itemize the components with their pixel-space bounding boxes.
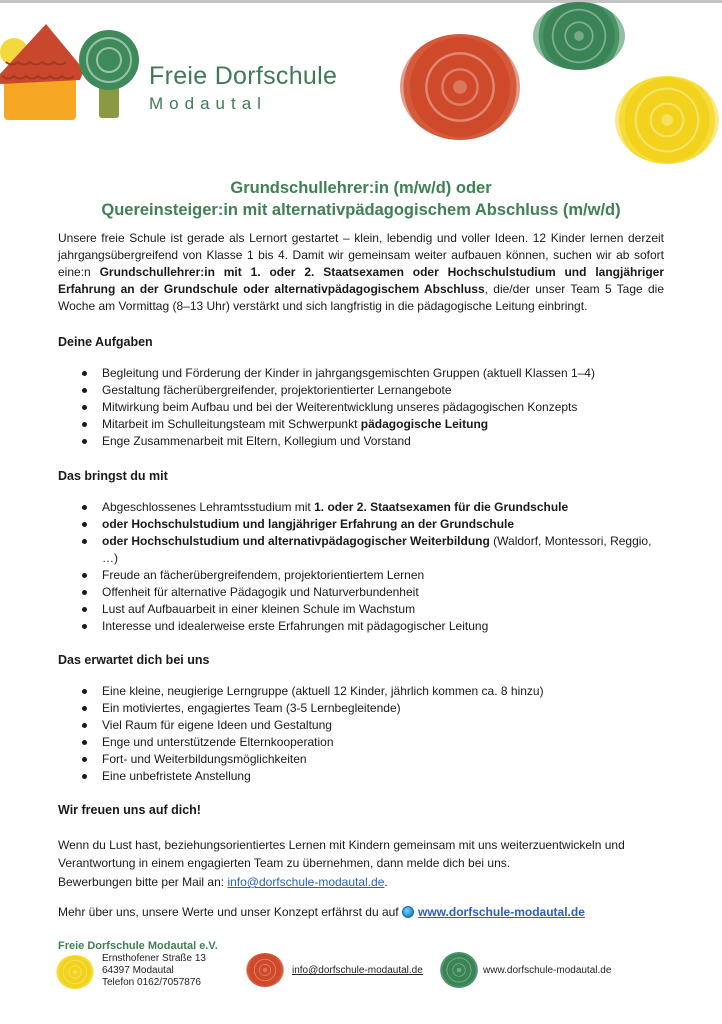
- section-heading-mitbringen: Das bringst du mit: [58, 469, 168, 483]
- list-item: Eine unbefristete Anstellung: [58, 768, 664, 785]
- closing-heading: Wir freuen uns auf dich!: [58, 803, 201, 817]
- red-crayon-circle: [400, 34, 520, 140]
- list-item: Lust auf Aufbauarbeit in einer kleinen Schule im Wachstum: [58, 601, 664, 618]
- list-item: Gestaltung fächerübergreifender, projektorientierter Lernangebote: [58, 382, 664, 399]
- footer-address: [102, 953, 206, 989]
- list-item: Mitwirkung beim Aufbau und bei der Weiterentwicklung unseres pädagogischen Konzepts: [58, 399, 664, 416]
- footer-street: Ernsthofener Straße 13: [102, 953, 206, 964]
- yellow-crayon-circle-footer: [56, 955, 94, 989]
- erwartet-list: [58, 683, 664, 785]
- aufgaben-list: [58, 365, 664, 450]
- more-info-line: Mehr über uns, unsere Werte und unser Konzept erfährst du auf www.dorfschule-modautal.de: [58, 905, 585, 919]
- job-posting-body: [58, 230, 664, 921]
- green-crayon-circle-footer: [440, 952, 478, 988]
- list-item: Eine kleine, neugierige Lerngruppe (aktuell 12 Kinder, jährlich kommen ca. 8 hinzu): [58, 683, 664, 700]
- green-crayon-circle: [533, 2, 625, 70]
- list-item: Viel Raum für eigene Ideen und Gestaltung: [58, 717, 664, 734]
- yellow-crayon-circle: [615, 76, 719, 164]
- intro-bold-text: Grundschullehrer:in mit 1. oder 2. Staatsexamen oder Hochschulstudium und langjähriger Erfahrung an der Grundschule oder alternativpädagogischem Abschluss: [58, 265, 665, 296]
- list-item: Begleitung und Förderung der Kinder in jahrgangsgemischten Gruppen (aktuell Klassen 1–4): [58, 365, 664, 382]
- globe-icon: [402, 906, 414, 918]
- list-item: Interesse und idealerweise erste Erfahrungen mit pädagogischer Leitung: [58, 618, 664, 635]
- intro-paragraph: [58, 230, 664, 315]
- website-link[interactable]: www.dorfschule-modautal.de: [417, 905, 585, 919]
- mitbringen-list: [58, 499, 664, 635]
- list-item: Ein motiviertes, engagiertes Team (3-5 Lernbegleitende): [58, 700, 664, 717]
- closing-paragraph: Wenn du Lust hast, beziehungsorientiertes Lernen mit Kindern gemeinsam mit uns weiterzuentwickeln und Verantwortung in einem engagierten Team zu übernehmen, dann melde dich bei uns.: [58, 838, 625, 870]
- list-item: Mitarbeit im Schulleitungsteam mit Schwerpunkt pädagogische Leitung: [58, 416, 664, 433]
- list-item: Enge und unterstützende Elternkooperation: [58, 734, 664, 751]
- job-title-line-2: Quereinsteiger:in mit alternativpädagogischem Abschluss (m/w/d): [101, 201, 621, 219]
- intro-text-end: , die/der unser Team 5 Tage die Woche am Vormittag (8–13 Uhr) verstärkt und sich langfristig in die pädagogische Leitung einbringt.: [58, 282, 664, 313]
- list-item: Fort- und Weiterbildungsmöglichkeiten: [58, 751, 664, 768]
- list-item: Enge Zusammenarbeit mit Eltern, Kollegium und Vorstand: [58, 433, 664, 450]
- job-title: [0, 177, 722, 221]
- red-crayon-circle-footer: [246, 953, 284, 987]
- section-heading-aufgaben: Deine Aufgaben: [58, 335, 153, 349]
- logo-subtitle: Modautal: [149, 94, 267, 113]
- list-item: Freude an fächerübergreifendem, projektorientiertem Lernen: [58, 567, 664, 584]
- school-logo-text: [149, 62, 337, 116]
- top-border: [0, 0, 722, 3]
- section-heading-erwartet: Das erwartet dich bei uns: [58, 653, 210, 667]
- footer-city: 64397 Modautal: [102, 965, 174, 976]
- apply-email-link[interactable]: info@dorfschule-modautal.de: [227, 875, 385, 889]
- footer-website: www.dorfschule-modautal.de: [483, 965, 612, 976]
- list-item: Abgeschlossenes Lehramtsstudium mit 1. oder 2. Staatsexamen für die Grundschule: [58, 499, 664, 516]
- job-title-line-1: Grundschullehrer:in (m/w/d) oder: [230, 179, 492, 197]
- logo-title: Freie Dorfschule: [149, 62, 338, 90]
- footer-org-name: Freie Dorfschule Modautal e.V.: [58, 940, 218, 952]
- list-item: Offenheit für alternative Pädagogik und Naturverbundenheit: [58, 584, 664, 601]
- list-item: oder Hochschulstudium und langjähriger Erfahrung an der Grundschule: [58, 516, 664, 533]
- house-icon: [0, 22, 84, 122]
- tree-icon: [76, 30, 142, 120]
- footer-phone: Telefon 0162/7057876: [102, 977, 201, 988]
- list-item: oder Hochschulstudium und alternativpädagogischer Weiterbildung (Waldorf, Montessori, Reggio, …): [58, 533, 664, 567]
- footer-email-link[interactable]: info@dorfschule-modautal.de: [292, 965, 423, 976]
- intro-text: Unsere freie Schule ist gerade als Lernort gestartet – klein, lebendig und voller Ideen. 12 Kinder lernen derzeit jahrgangsübergreifend von Klasse 1 bis 4. Damit wir gemeinsam weiter aufbauen können, suchen wir ab sofort eine:n: [58, 231, 664, 279]
- apply-line: Bewerbungen bitte per Mail an: info@dorfschule-modautal.de.: [58, 875, 388, 889]
